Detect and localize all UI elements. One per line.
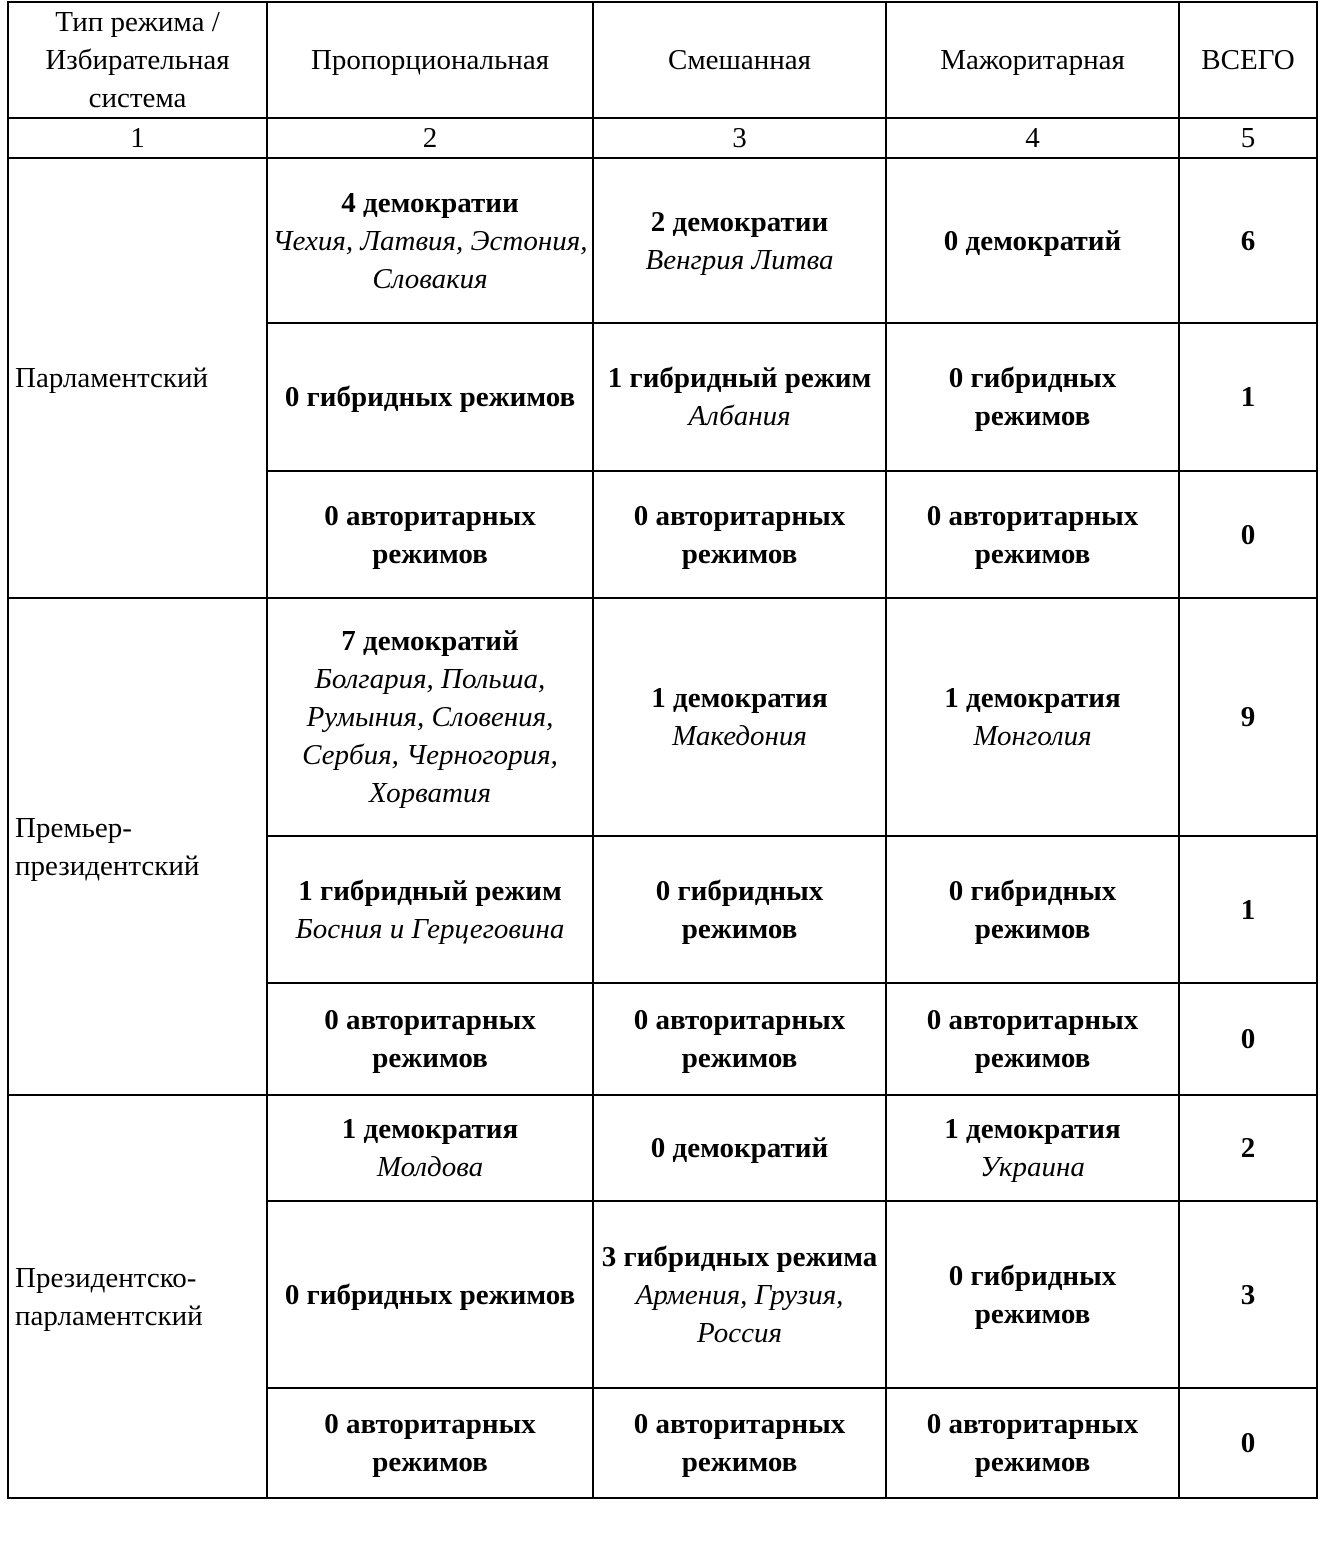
regime-count: 2 демократии [650,205,829,238]
system-cell [267,598,593,836]
regime-electoral-system-table [7,1,1318,1499]
column-number: 4 [886,118,1179,158]
row-total: 0 [1179,471,1317,598]
row-total: 0 [1179,983,1317,1095]
system-cell [886,1095,1179,1201]
regime-count: 0 авторитарных режимов [926,499,1139,570]
row-total: 2 [1179,1095,1317,1201]
system-cell [593,158,886,323]
regime-count: 1 гибридный режим [298,874,562,907]
country-list: Болгария, Польша, Румыния, Словения, Сербия, Черногория, Хорватия [302,663,558,809]
row-total: 3 [1179,1201,1317,1388]
regime-count: 1 демократия [341,1113,519,1145]
system-cell [267,1201,593,1388]
system-cell [593,1388,886,1498]
column-number: 2 [267,118,593,158]
header-proportional: Пропорциональная [267,2,593,118]
system-cell [593,1095,886,1201]
system-cell [593,1201,886,1388]
regime-count: 0 гибридных режимов [948,1259,1117,1330]
regime-count: 0 авторитарных режимов [633,1004,846,1074]
regime-count: 1 демократия [944,682,1121,714]
system-cell [267,158,593,323]
regime-count: 0 авторитарных режимов [324,1408,536,1478]
regime-count: 0 гибридных режимов [284,381,576,413]
regime-count: 3 гибридных режима [601,1240,878,1273]
regime-count: 1 гибридный режим [607,362,872,394]
column-number: 5 [1179,118,1317,158]
country-list: Венгрия Литва [645,243,834,276]
table-row [8,158,1317,323]
regime-count: 1 демократия [651,682,828,714]
system-cell [886,598,1179,836]
country-list: Монголия [973,720,1092,752]
system-cell [267,323,593,471]
row-total: 0 [1179,1388,1317,1498]
regime-count: 0 авторитарных режимов [633,1408,846,1478]
system-cell [267,983,593,1095]
header-majoritarian: Мажоритарная [886,2,1179,118]
header-mixed: Смешанная [593,2,886,118]
row-total: 1 [1179,323,1317,471]
system-cell [886,1388,1179,1498]
header-total: ВСЕГО [1179,2,1317,118]
system-cell [593,471,886,598]
row-total: 9 [1179,598,1317,836]
regime-count: 1 демократия [944,1113,1121,1145]
regime-count: 0 авторитарных режимов [633,499,846,570]
system-cell [886,836,1179,983]
row-total: 1 [1179,836,1317,983]
country-list: Армения, Грузия, Россия [635,1278,844,1349]
column-number: 3 [593,118,886,158]
system-cell [267,1095,593,1201]
regime-type-cell: Премьер-президентский [8,598,267,1095]
system-cell [886,158,1179,323]
table-row [8,598,1317,836]
regime-count: 7 демократий [341,625,519,657]
regime-type-cell: Парламентский [8,158,267,598]
regime-count: 0 авторитарных режимов [324,499,536,570]
country-list: Чехия, Латвия, Эстония, Словакия [272,224,588,295]
system-cell [267,836,593,983]
regime-count: 0 авторитарных режимов [324,1004,536,1074]
country-list: Албания [688,400,791,432]
regime-count: 0 гибридных режимов [948,874,1117,945]
regime-count: 0 демократий [650,1132,829,1164]
regime-type-cell: Президентско-парламентский [8,1095,267,1498]
country-list: Украина [980,1151,1085,1183]
country-list: Македония [672,720,807,752]
regime-count: 4 демократии [341,186,519,219]
regime-count: 0 гибридных режимов [948,362,1117,432]
regime-count: 0 авторитарных режимов [926,1004,1139,1074]
country-list: Босния и Герцеговина [295,912,565,945]
regime-count: 0 гибридных режимов [284,1278,576,1311]
row-total: 6 [1179,158,1317,323]
header-row [8,2,1317,118]
system-cell [886,983,1179,1095]
regime-count: 0 демократий [943,224,1122,257]
system-cell [886,1201,1179,1388]
regime-count: 0 авторитарных режимов [926,1408,1139,1478]
system-cell [267,471,593,598]
column-number: 1 [8,118,267,158]
system-cell [593,836,886,983]
table-row [8,1095,1317,1201]
system-cell [593,598,886,836]
system-cell [267,1388,593,1498]
system-cell [593,323,886,471]
country-list: Молдова [376,1151,484,1183]
column-number-row [8,118,1317,158]
system-cell [593,983,886,1095]
system-cell [886,323,1179,471]
system-cell [886,471,1179,598]
regime-count: 0 гибридных режимов [655,874,824,945]
header-regime-type: Тип режима / Избирательная система [8,2,267,118]
